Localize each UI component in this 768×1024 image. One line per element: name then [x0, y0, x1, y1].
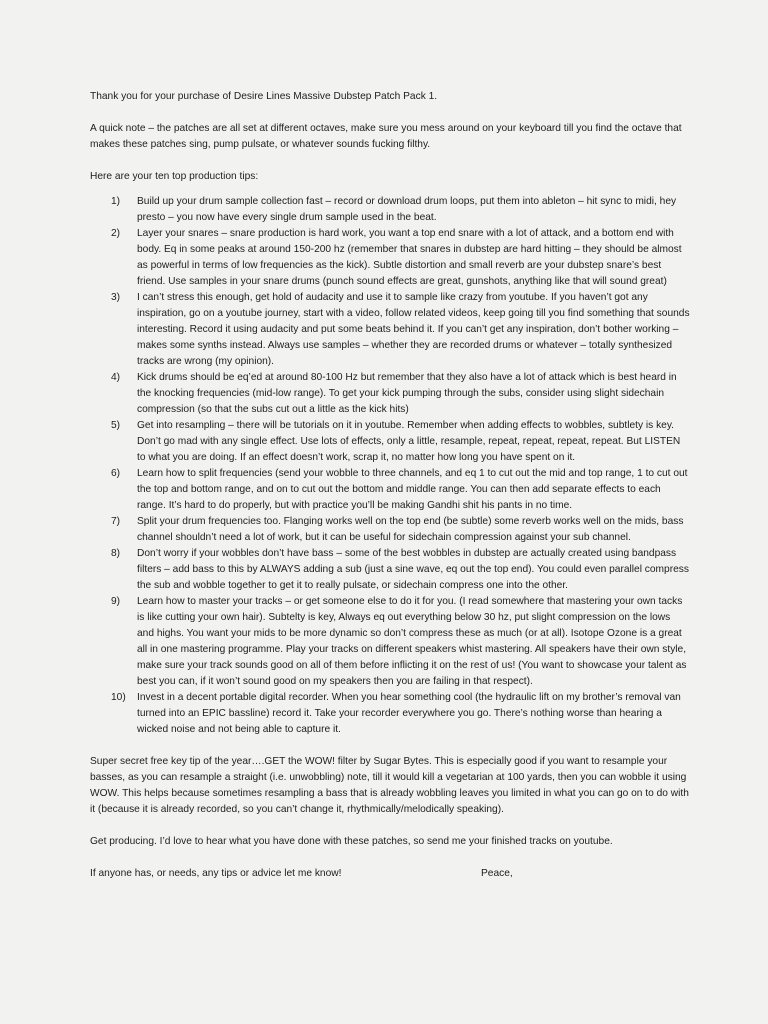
list-item-text: Learn how to master your tracks – or get someone else to do it for you. (I read somewhere that mastering your own tacks is like cutting your own hair). Subtelty is key, Always eq out everything below 30 hz, put slight compression on the lows and highs. You want your mids to be more dynamic so don’t compress these as much (or at all). Isotope Ozone is a great all in one mastering programme. Play your tracks on different speakers whist mastering. All speakers have their own style, make sure your track sounds good on all of them before inflicting it on the rest of us! (You want to showcase your talent as best you can, if it won’t sound good on my speakers then you are failing in that respect). [137, 596, 687, 687]
list-item-text: Don’t worry if your wobbles don’t have bass – some of the best wobbles in dubstep are actually created using bandpass filters – add bass to this by ALWAYS adding a sub (just a sine wave, eq out the top end). You could even parallel compress the sub and wobble together to get it to really pulsate, or sidechain compress one into the other. [137, 548, 689, 591]
list-item [90, 418, 690, 466]
list-item [90, 290, 690, 370]
secret-tip-paragraph: Super secret free key tip of the year….GET the WOW! filter by Sugar Bytes. This is especially good if you want to resample your basses, as you can resample a straight (i.e. unwobbling) note, till it would kill a vegetarian at 100 yards, then you can wobble it using WOW. This helps because sometimes resampling a bass that is already wobbling leaves you limited in what you can go on to do with it (because it is already recorded, so you can’t change it, rhythmically/melodically speaking). [90, 756, 689, 815]
list-item-number: 7) [111, 516, 121, 527]
list-item-text: I can’t stress this enough, get hold of audacity and use it to sample like crazy from youtube. If you haven’t got any inspiration, go on a youtube journey, start with a video, follow related videos, keep going till you find something that sounds interesting. Record it using audacity and put some beats behind it. If you can’t get any inspiration, don’t bother working – makes some synths instead. Always use samples – whether they are recorded drums or whatever – totally synthesized tracks are wrong (my opinion). [137, 292, 690, 367]
list-item-number: 3) [111, 292, 121, 303]
list-item-text: Build up your drum sample collection fast – record or download drum loops, put them into ableton – hit sync to midi, hey presto – you now have every single drum sample used in the beat. [137, 196, 677, 223]
list-item-text: Kick drums should be eq’ed at around 80-100 Hz but remember that they also have a lot of attack which is best heard in the knocking frequencies (mid-low range). To get your kick pumping through the subs, consider using slight sidechain compression (so that the subs cut out a little as the kick hits) [137, 372, 677, 415]
list-item [90, 594, 690, 690]
list-item [90, 194, 690, 226]
quick-note-paragraph: A quick note – the patches are all set at different octaves, make sure you mess around on your keyboard till you find the octave that makes these patches sing, pump pulsate, or whatever sounds fucking filthy. [90, 123, 682, 150]
list-item-number: 5) [111, 420, 121, 431]
list-item-number: 1) [111, 196, 121, 207]
list-item-text: Get into resampling – there will be tutorials on it in youtube. Remember when adding effects to wobbles, subtlety is key. Don’t go mad with any single effect. Use lots of effects, only a little, resample, repeat, repeat, repeat, repeat. But LISTEN to what you are doing. If an effect doesn’t work, scrap it, no matter how long you have spent on it. [137, 420, 681, 463]
list-item-number: 2) [111, 228, 121, 239]
list-item-number: 10) [111, 692, 126, 703]
list-item [90, 370, 690, 418]
list-item-text: Layer your snares – snare production is hard work, you want a top end snare with a lot of attack, and a bottom end with body. Eq in some peaks at around 150-200 hz (remember that snares in dubstep are hard hitting – they should be almost as powerful in terms of low frequencies as the kick). Subtle distortion and small reverb are your dubstep snare’s best friend. Use samples in your snare drums (punch sound effects are great, gunshots, anything like that will sound great) [137, 228, 682, 287]
list-item-text: Split your drum frequencies too. Flanging works well on the top end (be subtle) some reverb works well on the mids, bass channel shouldn’t need a lot of work, but it can be useful for sidechain compression against your sub channel. [137, 516, 684, 543]
sign-off: Peace, [481, 868, 513, 879]
list-item-number: 9) [111, 596, 121, 607]
list-item [90, 690, 690, 738]
list-item-number: 6) [111, 468, 121, 479]
list-item [90, 514, 690, 546]
closing-text: If anyone has, or needs, any tips or advice let me know! [90, 868, 342, 879]
closing-row [90, 866, 690, 882]
list-item-text: Learn how to split frequencies (send your wobble to three channels, and eq 1 to cut out the mid and top range, 1 to cut out the top and bottom range, and on to cut out the bottom and middle range. You can then add separate effects to each range. It’s hard to do properly, but with practice you’ll be making Gandhi shit his pants in no time. [137, 468, 688, 511]
get-producing-paragraph: Get producing. I’d love to hear what you have done with these patches, so send me your finished tracks on youtube. [90, 836, 613, 847]
tips-list [90, 194, 690, 738]
list-item [90, 226, 690, 290]
intro-paragraph: Thank you for your purchase of Desire Lines Massive Dubstep Patch Pack 1. [90, 91, 438, 102]
list-item-text: Invest in a decent portable digital recorder. When you hear something cool (the hydraulic lift on my brother’s removal van turned into an EPIC bassline) record it. Take your recorder everywhere you go. There’s nothing worse than hearing a wicked noise and not being able to capture it. [137, 692, 681, 735]
document-body [90, 89, 690, 882]
list-item [90, 546, 690, 594]
list-item-number: 4) [111, 372, 121, 383]
list-item [90, 466, 690, 514]
tips-heading: Here are your ten top production tips: [90, 171, 259, 182]
list-item-number: 8) [111, 548, 121, 559]
